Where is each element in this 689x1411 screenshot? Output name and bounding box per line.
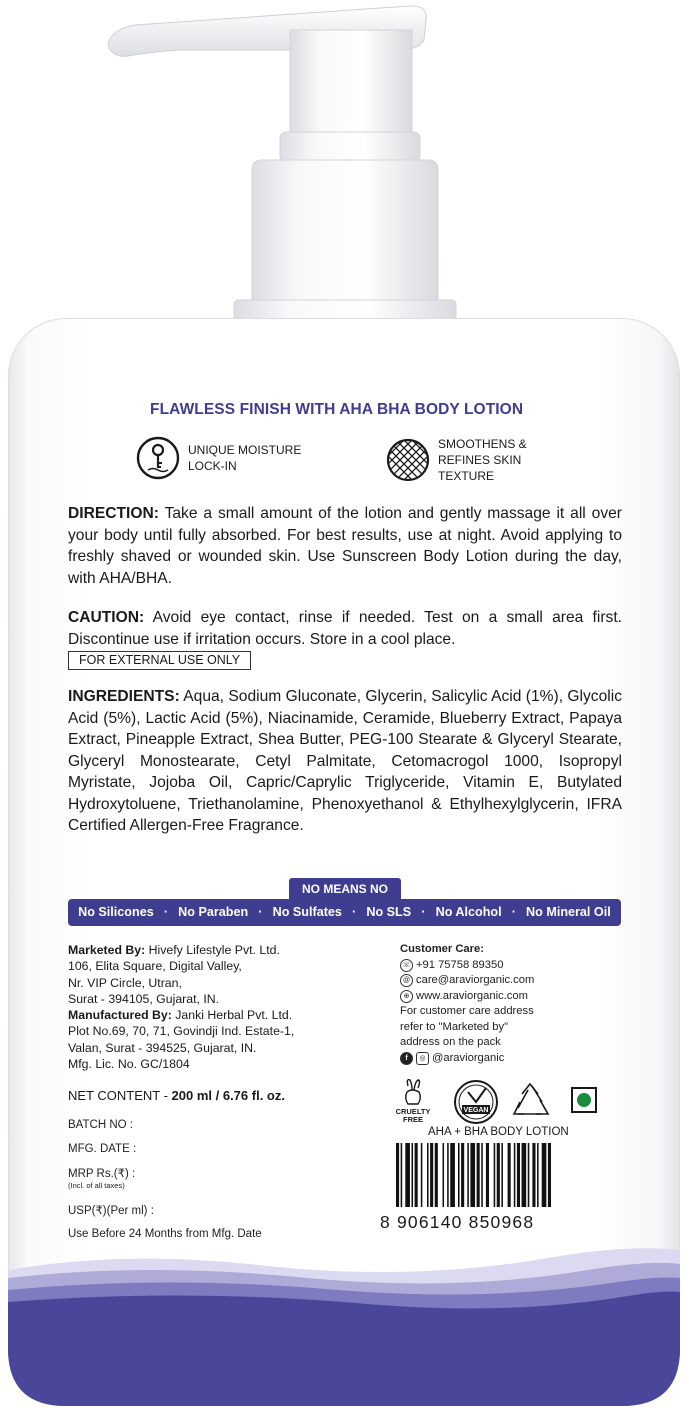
social-handle: @araviorganic xyxy=(432,1051,505,1064)
instagram-icon: ◎ xyxy=(416,1052,429,1065)
phone-icon: ☏ xyxy=(400,959,413,972)
recycle-icon xyxy=(514,1084,548,1114)
batch-no: BATCH NO : xyxy=(68,1119,133,1131)
direction-heading: DIRECTION: xyxy=(68,505,159,522)
barcode-bar xyxy=(412,1143,414,1207)
feature-moisture-lock xyxy=(136,436,318,480)
customer-care xyxy=(400,942,590,1066)
barcode-bar xyxy=(548,1143,551,1207)
barcode-bar xyxy=(458,1143,460,1207)
ingredients-heading: INGREDIENTS: xyxy=(68,688,180,705)
certification-badges xyxy=(392,1078,622,1128)
separator-dot: · xyxy=(511,905,516,919)
email-row xyxy=(400,973,590,989)
external-use-box: FOR EXTERNAL USE ONLY xyxy=(68,651,251,670)
social-row xyxy=(400,1051,590,1067)
email-text: care@araviorganic.com xyxy=(416,974,535,986)
barcode-bar xyxy=(415,1143,418,1207)
care-note-line: For customer care address xyxy=(400,1005,534,1017)
free-from-item: No Alcohol xyxy=(435,905,502,919)
free-from-item: No Paraben xyxy=(178,905,249,919)
globe-icon: ⊕ xyxy=(400,990,413,1003)
bunny-icon xyxy=(406,1080,421,1104)
separator-dot: · xyxy=(352,905,357,919)
usp: USP(₹)(Per ml) : xyxy=(68,1205,154,1217)
barcode-bar xyxy=(396,1143,399,1207)
barcode-bar xyxy=(514,1143,516,1207)
feature-text: UNIQUE MOISTURE LOCK-IN xyxy=(188,443,302,473)
vegan-icon xyxy=(455,1081,497,1123)
barcode-bar xyxy=(497,1143,500,1207)
barcode-bar xyxy=(542,1143,547,1207)
marketed-by-name: Hivefy Lifestyle Pvt. Ltd. xyxy=(145,943,280,957)
barcode-bar xyxy=(522,1143,527,1207)
separator-dot: · xyxy=(258,905,263,919)
cruelty-free-line: FREE xyxy=(402,1115,424,1124)
vegetarian-mark-icon xyxy=(572,1088,596,1112)
phone-row xyxy=(400,958,590,974)
company-info xyxy=(68,942,388,1072)
direction-paragraph xyxy=(68,503,622,589)
barcode-number: 8 906140 850968 xyxy=(380,1212,535,1232)
barcode-bar xyxy=(467,1143,469,1207)
barcode-bar xyxy=(517,1143,520,1207)
no-means-no-tag: NO MEANS NO xyxy=(289,878,401,900)
decorative-waves xyxy=(8,1230,680,1406)
barcode-bar xyxy=(481,1143,483,1207)
barcode-bar xyxy=(405,1143,410,1207)
free-from-item: No Mineral Oil xyxy=(526,905,611,919)
care-note-line: address on the pack xyxy=(400,1036,501,1048)
barcode-bar xyxy=(450,1143,455,1207)
free-from-item: No Silicones xyxy=(78,905,154,919)
net-content xyxy=(68,1088,285,1104)
barcode-bar xyxy=(421,1143,423,1207)
mrp: MRP Rs.(₹) : xyxy=(68,1168,136,1180)
net-content-label: NET CONTENT - xyxy=(68,1088,172,1103)
cruelty-free-line: CRUELTY xyxy=(395,1107,431,1116)
barcode-bar xyxy=(486,1143,489,1207)
barcode-bar xyxy=(443,1143,445,1207)
barcode-bar xyxy=(537,1143,539,1207)
caution-heading: CAUTION: xyxy=(68,609,145,626)
address-line: Plot No.69, 70, 71, Govindji Ind. Estate-1, xyxy=(68,1024,295,1039)
barcode-bar xyxy=(532,1143,535,1207)
barcode-bar xyxy=(430,1143,433,1207)
facebook-icon: f xyxy=(400,1052,413,1065)
marketed-by-heading: Marketed By: xyxy=(68,943,146,957)
email-icon: @ xyxy=(400,974,413,987)
manufactured-by-name: Janki Herbal Pvt. Ltd. xyxy=(171,1008,293,1023)
barcode-bar xyxy=(470,1143,475,1207)
barcode-bar xyxy=(461,1143,464,1207)
caution-paragraph xyxy=(68,607,622,650)
barcode-bar xyxy=(435,1143,438,1207)
product-title: FLAWLESS FINISH WITH AHA BHA BODY LOTION xyxy=(150,401,524,418)
vegan-label: VEGAN xyxy=(463,1107,489,1114)
barcode-bar xyxy=(528,1143,530,1207)
address-line: Surat - 394105, Gujarat, IN. xyxy=(68,991,220,1006)
web-row xyxy=(400,989,590,1005)
mfg-date: MFG. DATE : xyxy=(68,1143,137,1155)
free-from-item: No Sulfates xyxy=(272,905,342,919)
address-line: Valan, Surat - 394525, Gujarat, IN. xyxy=(68,1040,257,1055)
ingredients-paragraph xyxy=(68,686,622,837)
net-content-value: 200 ml / 6.76 fl. oz. xyxy=(171,1088,285,1103)
barcode-title: AHA + BHA BODY LOTION xyxy=(428,1126,569,1138)
caution-text: Avoid eye contact, rinse if needed. Test on a small area first. Discontinue use if irritation occurs. Store in a cool place. xyxy=(68,609,622,648)
barcode-bar xyxy=(508,1143,511,1207)
texture-mesh-icon xyxy=(386,438,430,482)
pump-dispenser[interactable] xyxy=(0,0,689,340)
separator-dot: · xyxy=(163,905,169,919)
barcode-bar xyxy=(447,1143,449,1207)
address-line: Nr. VIP Circle, Utran, xyxy=(68,975,182,990)
direction-text: Take a small amount of the lotion and gently massage it all over your body until fully absorbed. For best results, use at night. Avoid applying to freshly shaved or wounded skin. Use Sunscreen Body Lotion during the day, with AHA/BHA. xyxy=(68,505,622,587)
phone-text: +91 75758 89350 xyxy=(416,958,504,971)
feature-text: SMOOTHENS & REFINES SKIN TEXTURE xyxy=(438,437,527,483)
web-text: www.araviorganic.com xyxy=(416,989,528,1002)
no-means-no-bar xyxy=(68,899,621,926)
care-note-line: refer to "Marketed by" xyxy=(400,1020,509,1033)
manufactured-by-heading: Manufactured By: xyxy=(68,1008,172,1023)
barcode-bar xyxy=(401,1143,403,1207)
barcode-bar xyxy=(427,1143,429,1207)
separator-dot: · xyxy=(421,905,426,919)
barcode xyxy=(396,1143,602,1217)
mrp-note: (Incl. of all taxes) xyxy=(68,1181,125,1190)
customer-care-heading: Customer Care: xyxy=(400,943,484,955)
barcode-bar xyxy=(501,1143,503,1207)
address-line: 106, Elita Square, Digital Valley, xyxy=(68,959,242,974)
use-before: Use Before 24 Months from Mfg. Date xyxy=(68,1228,262,1240)
license-line: Mfg. Lic. No. GC/1804 xyxy=(68,1057,190,1072)
ingredients-text: Aqua, Sodium Gluconate, Glycerin, Salicylic Acid (1%), Glycolic Acid (5%), Lactic Acid (5%), Niacinamide, Ceramide, Blueberry Extract, Papaya Extract, Pineapple Extract, Shea Butter, PEG-100 Stearate & Glyceryl Stearate, Glyceryl Monostearate, Cetyl Palmitate, Cetomacrogol 1000, Isopropyl Myristate, Jojoba Oil, Capric/Caprylic Triglyceride, Vitamin E, Butylated Hydroxytoluene, Triethanolamine, Phenoxyethanol & Ethylhexylglycerin, IFRA Certified Allergen-Free Fragrance. xyxy=(68,688,622,834)
barcode-bar xyxy=(494,1143,496,1207)
barcode-bar xyxy=(477,1143,480,1207)
key-lock-icon xyxy=(136,436,180,480)
free-from-item: No SLS xyxy=(366,905,412,919)
feature-texture xyxy=(386,436,568,484)
